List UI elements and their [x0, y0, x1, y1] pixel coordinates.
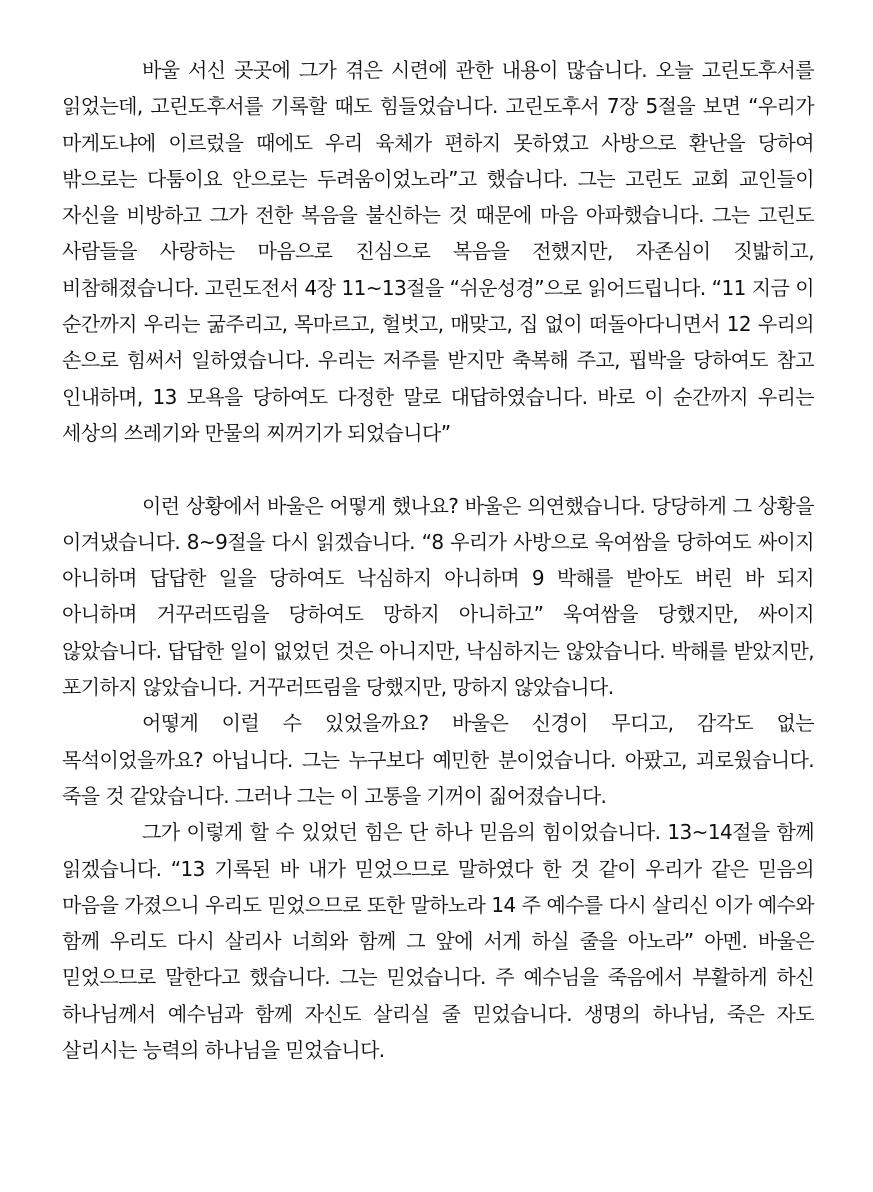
- document-page: [62, 52, 814, 1068]
- paragraph-2: 이런 상황에서 바울은 어떻게 했나요? 바울은 의연했습니다. 당당하게 그 상황을 이겨냈습니다. 8~9절을 다시 읽겠습니다. “8 우리가 사방으로 욱여쌈을 당하여도 싸이지 아니하며 답답한 일을 당하여도 낙심하지 아니하며 9 박해를 받아도 버린 바 되지 아니하며 거꾸러뜨림을 당하여도 망하지 아니하고” 욱여쌈을 당했지만, 싸이지 않았습니다. 답답한 일이 없었던 것은 아니지만, 낙심하지는 않았습니다. 박해를 받았지만, 포기하지 않았습니다. 거꾸러뜨림을 당했지만, 망하지 않았습니다.: [62, 493, 814, 700]
- paragraph-4: 그가 이렇게 할 수 있었던 힘은 단 하나 믿음의 힘이었습니다. 13~14절을 함께 읽겠습니다. “13 기록된 바 내가 믿었으므로 말하였다 한 것 같이 우리가 같은 믿음의 마음을 가졌으니 우리도 믿었으므로 또한 말하노라 14 주 예수를 다시 살리신 이가 예수와 함께 우리도 다시 살리사 너희와 함께 그 앞에 서게 하실 줄을 아노라” 아멘. 바울은 믿었으므로 말한다고 했습니다. 그는 믿었습니다. 주 예수님을 죽음에서 부활하게 하신 하나님께서 예수님과 함께 자신도 살리실 줄 믿었습니다. 생명의 하나님, 죽은 자도 살리시는 능력의 하나님을 믿었습니다.: [62, 820, 815, 1063]
- paragraph-3: 어떻게 이럴 수 있었을까요? 바울은 신경이 무디고, 감각도 없는 목석이었을까요? 아닙니다. 그는 누구보다 예민한 분이었습니다. 아팠고, 괴로웠습니다. 죽을 것 같았습니다. 그러나 그는 이 고통을 기꺼이 짊어졌습니다.: [62, 711, 814, 808]
- paragraph-spacer: [62, 451, 814, 487]
- paragraph-1: 바울 서신 곳곳에 그가 겪은 시련에 관한 내용이 많습니다. 오늘 고린도후서를 읽었는데, 고린도후서를 기록할 때도 힘들었습니다. 고린도후서 7장 5절을 보면 “우리가 마게도냐에 이르렀을 때에도 우리 육체가 편하지 못하였고 사방으로 환난을 당하여 밖으로는 다툼이요 안으로는 두려움이었노라”고 했습니다. 그는 고린도 교회 교인들이 자신을 비방하고 그가 전한 복음을 불신하는 것 때문에 마음 아파했습니다. 그는 고린도 사람들을 사랑하는 마음으로 진심으로 복음을 전했지만, 자존심이 짓밟히고, 비참해졌습니다. 고린도전서 4장 11~13절을 “쉬운성경”으로 읽어드립니다. “11 지금 이 순간까지 우리는 굶주리고, 목마르고, 헐벗고, 매맞고, 집 없이 떠돌아다니면서 12 우리의 손으로 힘써서 일하였습니다. 우리는 저주를 받지만 축복해 주고, 핍박을 당하여도 참고 인내하며, 13 모욕을 당하여도 다정한 말로 대답하였습니다. 바로 이 순간까지 우리는 세상의 쓰레기와 만물의 찌꺼기가 되었습니다”: [62, 58, 814, 445]
